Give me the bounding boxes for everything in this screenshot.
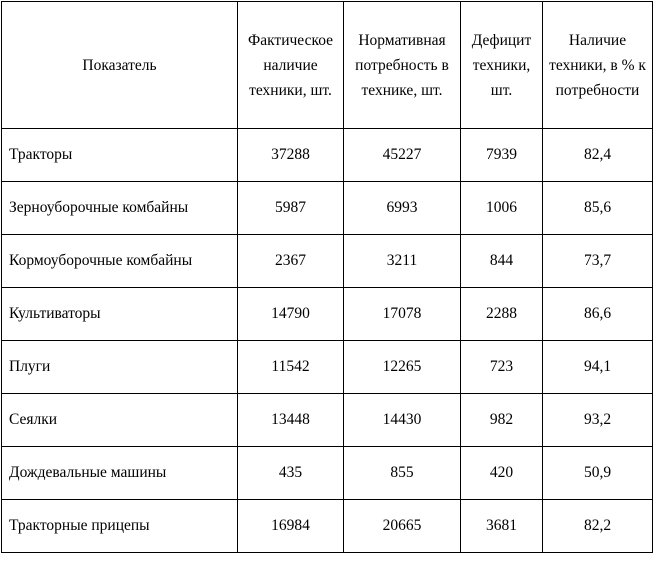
cell-actual: 14790 xyxy=(238,288,344,341)
header-required: Нормативная потребность в технике, шт. xyxy=(344,2,461,129)
cell-deficit: 982 xyxy=(461,394,543,447)
cell-required: 3211 xyxy=(344,235,461,288)
cell-required: 45227 xyxy=(344,129,461,182)
header-deficit: Дефицит техники, шт. xyxy=(461,2,543,129)
table-row xyxy=(2,235,653,288)
table-row xyxy=(2,182,653,235)
row-name: Тракторные прицепы xyxy=(2,500,238,553)
row-name: Зерноуборочные комбайны xyxy=(2,182,238,235)
machinery-table xyxy=(1,1,653,553)
cell-percent: 82,2 xyxy=(543,500,653,553)
cell-deficit: 1006 xyxy=(461,182,543,235)
cell-actual: 5987 xyxy=(238,182,344,235)
cell-deficit: 723 xyxy=(461,341,543,394)
row-name: Плуги xyxy=(2,341,238,394)
table-row xyxy=(2,129,653,182)
cell-percent: 82,4 xyxy=(543,129,653,182)
cell-actual: 16984 xyxy=(238,500,344,553)
cell-actual: 2367 xyxy=(238,235,344,288)
row-name: Тракторы xyxy=(2,129,238,182)
table-row xyxy=(2,394,653,447)
cell-percent: 85,6 xyxy=(543,182,653,235)
cell-percent: 86,6 xyxy=(543,288,653,341)
cell-percent: 93,2 xyxy=(543,394,653,447)
cell-required: 20665 xyxy=(344,500,461,553)
cell-required: 12265 xyxy=(344,341,461,394)
table-row xyxy=(2,500,653,553)
table-header xyxy=(2,2,653,129)
cell-required: 17078 xyxy=(344,288,461,341)
row-name: Дождевальные машины xyxy=(2,447,238,500)
cell-percent: 73,7 xyxy=(543,235,653,288)
cell-actual: 13448 xyxy=(238,394,344,447)
cell-deficit: 2288 xyxy=(461,288,543,341)
cell-percent: 50,9 xyxy=(543,447,653,500)
table-row xyxy=(2,447,653,500)
table-row xyxy=(2,341,653,394)
cell-actual: 435 xyxy=(238,447,344,500)
header-actual: Фактическое наличие техники, шт. xyxy=(238,2,344,129)
cell-percent: 94,1 xyxy=(543,341,653,394)
cell-required: 855 xyxy=(344,447,461,500)
header-row xyxy=(2,2,653,129)
table-row xyxy=(2,288,653,341)
cell-required: 14430 xyxy=(344,394,461,447)
cell-deficit: 3681 xyxy=(461,500,543,553)
cell-actual: 11542 xyxy=(238,341,344,394)
header-percent: Наличие техники, в % к потребности xyxy=(543,2,653,129)
cell-actual: 37288 xyxy=(238,129,344,182)
cell-required: 6993 xyxy=(344,182,461,235)
row-name: Сеялки xyxy=(2,394,238,447)
cell-deficit: 844 xyxy=(461,235,543,288)
cell-deficit: 7939 xyxy=(461,129,543,182)
row-name: Культиваторы xyxy=(2,288,238,341)
table-body xyxy=(2,129,653,553)
cell-deficit: 420 xyxy=(461,447,543,500)
header-indicator: Показатель xyxy=(2,2,238,129)
row-name: Кормоуборочные комбайны xyxy=(2,235,238,288)
